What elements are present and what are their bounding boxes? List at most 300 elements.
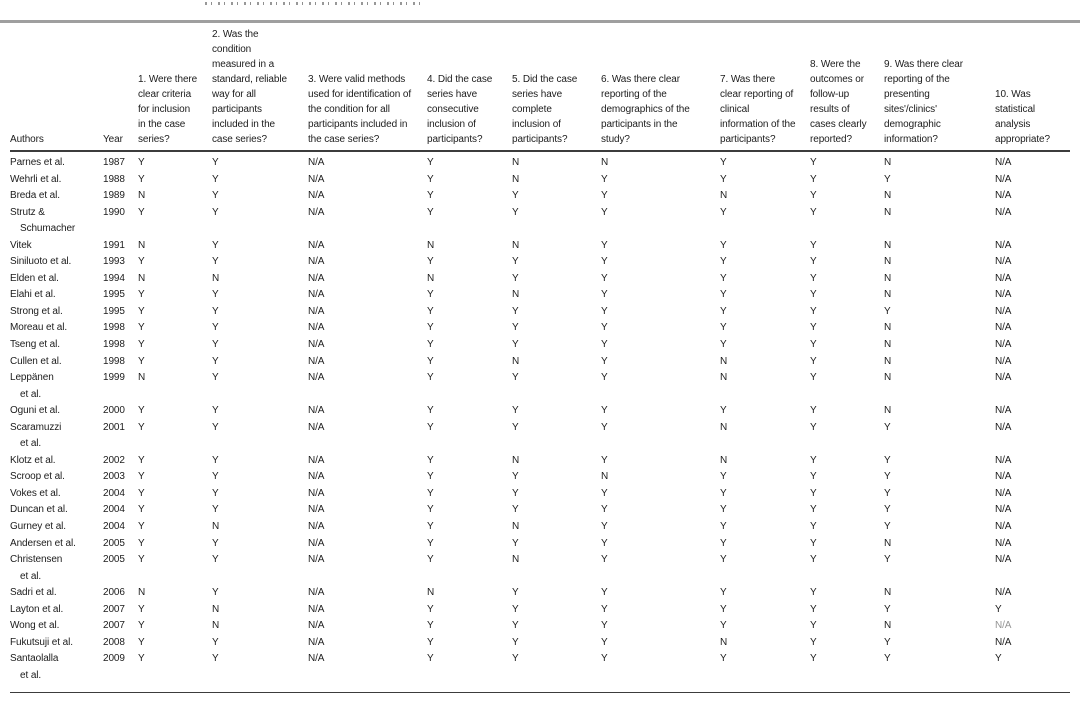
column-header-q8: 8. Were the outcomes or follow-up results of cases clearly reported?: [810, 59, 867, 145]
answer-cell-q2: N: [212, 620, 220, 632]
year-cell: 2006: [103, 587, 125, 599]
answer-cell-q5: Y: [512, 405, 519, 417]
answer-cell-q8: Y: [810, 537, 817, 549]
answer-cell-q7: Y: [720, 521, 727, 533]
answer-cell-q10: N/A: [995, 405, 1012, 417]
answer-cell-q4: Y: [427, 521, 434, 533]
answer-cell-q5: N: [512, 521, 520, 533]
answer-cell-q10: N/A: [995, 289, 1012, 301]
author-name: Moreau et al.: [10, 322, 68, 334]
table-row: [10, 420, 1070, 453]
answer-cell-q2: Y: [212, 372, 219, 384]
year-cell: 1999: [103, 372, 125, 384]
answer-cell-q6: Y: [601, 173, 608, 185]
author-cell: [10, 618, 103, 635]
answer-cell-q10: N/A: [995, 620, 1012, 632]
answer-cell-q4: Y: [427, 355, 434, 367]
author-name: Strong et al.: [10, 305, 63, 317]
author-name: Scaramuzzi: [10, 421, 62, 433]
table-row: [10, 238, 1070, 255]
column-header-q9: 9. Was there clear reporting of the presenting sites'/clinics' demographic information?: [884, 59, 963, 145]
answer-cell-q3: N/A: [308, 537, 325, 549]
table-row: [10, 486, 1070, 503]
answer-cell-q4: Y: [427, 305, 434, 317]
answer-cell-q1: Y: [138, 289, 145, 301]
answer-cell-q9: Y: [884, 305, 891, 317]
answer-cell-q9: N: [884, 620, 892, 632]
answer-cell-q4: Y: [427, 620, 434, 632]
answer-cell-q4: N: [427, 239, 435, 251]
answer-cell-q5: Y: [512, 322, 519, 334]
author-cell: [10, 370, 103, 403]
answer-cell-q7: N: [720, 355, 728, 367]
answer-cell-q7: Y: [720, 272, 727, 284]
table-row: [10, 287, 1070, 304]
answer-cell-q2: Y: [212, 504, 219, 516]
answer-cell-q4: Y: [427, 206, 434, 218]
answer-cell-q10: N/A: [995, 190, 1012, 202]
answer-cell-q4: Y: [427, 454, 434, 466]
answer-cell-q10: N/A: [995, 272, 1012, 284]
column-header-q7: 7. Was there clear reporting of clinical information of the participants?: [720, 74, 796, 145]
answer-cell-q3: N/A: [308, 272, 325, 284]
author-name-continuation: et al.: [20, 570, 42, 582]
answer-cell-q2: Y: [212, 636, 219, 648]
answer-cell-q2: N: [212, 603, 220, 615]
answer-cell-q2: Y: [212, 190, 219, 202]
answer-cell-q2: Y: [212, 421, 219, 433]
column-header-authors: Authors: [10, 134, 44, 145]
table-row: [10, 552, 1070, 585]
author-name: Vitek: [10, 239, 32, 251]
answer-cell-q3: N/A: [308, 256, 325, 268]
author-cell: [10, 188, 103, 205]
table-row: [10, 271, 1070, 288]
answer-cell-q8: Y: [810, 421, 817, 433]
answer-cell-q3: N/A: [308, 355, 325, 367]
answer-cell-q6: Y: [601, 305, 608, 317]
answer-cell-q8: Y: [810, 620, 817, 632]
table-row: [10, 354, 1070, 371]
answer-cell-q5: Y: [512, 339, 519, 351]
answer-cell-q3: N/A: [308, 190, 325, 202]
answer-cell-q7: Y: [720, 504, 727, 516]
answer-cell-q9: Y: [884, 471, 891, 483]
answer-cell-q10: N/A: [995, 487, 1012, 499]
answer-cell-q2: Y: [212, 256, 219, 268]
table-row: [10, 155, 1070, 172]
answer-cell-q6: Y: [601, 355, 608, 367]
answer-cell-q8: Y: [810, 206, 817, 218]
year-cell: 2007: [103, 620, 125, 632]
answer-cell-q10: N/A: [995, 454, 1012, 466]
author-name: Leppänen: [10, 372, 54, 384]
author-name: Cullen et al.: [10, 355, 62, 367]
author-name: Klotz et al.: [10, 454, 56, 466]
answer-cell-q9: N: [884, 206, 892, 218]
author-name: Vokes et al.: [10, 487, 61, 499]
author-name: Wehrli et al.: [10, 173, 62, 185]
answer-cell-q1: Y: [138, 521, 145, 533]
answer-cell-q7: Y: [720, 339, 727, 351]
year-cell: 2004: [103, 504, 125, 516]
author-name: Fukutsuji et al.: [10, 636, 73, 648]
answer-cell-q5: Y: [512, 206, 519, 218]
answer-cell-q1: Y: [138, 504, 145, 516]
answer-cell-q9: Y: [884, 421, 891, 433]
answer-cell-q7: N: [720, 636, 728, 648]
year-cell: 1998: [103, 355, 125, 367]
answer-cell-q5: Y: [512, 256, 519, 268]
answer-cell-q9: N: [884, 190, 892, 202]
author-name: Siniluoto et al.: [10, 256, 72, 268]
answer-cell-q1: Y: [138, 653, 145, 665]
answer-cell-q1: Y: [138, 305, 145, 317]
answer-cell-q7: Y: [720, 239, 727, 251]
table-row: [10, 172, 1070, 189]
answer-cell-q9: Y: [884, 603, 891, 615]
author-cell: [10, 155, 103, 172]
author-name: Layton et al.: [10, 603, 64, 615]
answer-cell-q10: N/A: [995, 157, 1012, 168]
answer-cell-q10: N/A: [995, 521, 1012, 533]
table-row: [10, 469, 1070, 486]
answer-cell-q4: Y: [427, 537, 434, 549]
answer-cell-q10: Y: [995, 653, 1002, 665]
answer-cell-q7: N: [720, 190, 728, 202]
answer-cell-q8: Y: [810, 239, 817, 251]
answer-cell-q6: Y: [601, 289, 608, 301]
answer-cell-q4: Y: [427, 372, 434, 384]
answer-cell-q1: Y: [138, 206, 145, 218]
answer-cell-q2: Y: [212, 289, 219, 301]
table-row: [10, 205, 1070, 238]
year-cell: 1998: [103, 322, 125, 334]
answer-cell-q3: N/A: [308, 554, 325, 566]
table-row: [10, 635, 1070, 652]
answer-cell-q6: Y: [601, 206, 608, 218]
answer-cell-q1: N: [138, 190, 146, 202]
answer-cell-q9: Y: [884, 554, 891, 566]
column-header-q10: 10. Was statistical analysis appropriate?: [995, 89, 1050, 145]
answer-cell-q6: Y: [601, 537, 608, 549]
answer-cell-q9: Y: [884, 487, 891, 499]
table-row: [10, 254, 1070, 271]
year-cell: 2002: [103, 454, 125, 466]
answer-cell-q9: N: [884, 355, 892, 367]
answer-cell-q3: N/A: [308, 322, 325, 334]
answer-cell-q7: Y: [720, 587, 727, 599]
answer-cell-q1: Y: [138, 421, 145, 433]
table-row: [10, 304, 1070, 321]
answer-cell-q7: Y: [720, 471, 727, 483]
answer-cell-q4: Y: [427, 339, 434, 351]
answer-cell-q8: Y: [810, 587, 817, 599]
author-cell: [10, 635, 103, 652]
author-name: Strutz &: [10, 206, 45, 218]
answer-cell-q5: Y: [512, 487, 519, 499]
author-cell: [10, 585, 103, 602]
answer-cell-q5: N: [512, 157, 520, 168]
table-header-row: [10, 24, 1070, 150]
answer-cell-q4: Y: [427, 256, 434, 268]
answer-cell-q10: N/A: [995, 554, 1012, 566]
answer-cell-q3: N/A: [308, 603, 325, 615]
answer-cell-q9: Y: [884, 636, 891, 648]
year-cell: 2007: [103, 603, 125, 615]
answer-cell-q8: Y: [810, 372, 817, 384]
table-row: [10, 618, 1070, 635]
answer-cell-q1: N: [138, 272, 146, 284]
author-cell: [10, 651, 103, 684]
answer-cell-q3: N/A: [308, 339, 325, 351]
answer-cell-q8: Y: [810, 339, 817, 351]
answer-cell-q1: Y: [138, 405, 145, 417]
answer-cell-q5: Y: [512, 471, 519, 483]
table-body: [10, 155, 1070, 685]
answer-cell-q10: Y: [995, 603, 1002, 615]
answer-cell-q8: Y: [810, 173, 817, 185]
clipped-caption-fragment: [205, 2, 425, 5]
table-row: [10, 403, 1070, 420]
answer-cell-q8: Y: [810, 256, 817, 268]
year-cell: 2001: [103, 421, 125, 433]
author-cell: [10, 337, 103, 354]
answer-cell-q2: Y: [212, 537, 219, 549]
answer-cell-q3: N/A: [308, 471, 325, 483]
quality-assessment-table: [0, 24, 1080, 693]
answer-cell-q9: N: [884, 587, 892, 599]
answer-cell-q4: Y: [427, 636, 434, 648]
author-cell: [10, 403, 103, 420]
author-cell: [10, 420, 103, 453]
author-name: Christensen: [10, 554, 63, 566]
answer-cell-q8: Y: [810, 289, 817, 301]
answer-cell-q4: Y: [427, 289, 434, 301]
column-header-q3: 3. Were valid methods used for identification of the condition for all participants included in the case series?: [308, 74, 412, 145]
answer-cell-q6: Y: [601, 554, 608, 566]
answer-cell-q5: N: [512, 355, 520, 367]
author-name: Gurney et al.: [10, 521, 66, 533]
year-cell: 1990: [103, 206, 125, 218]
year-cell: 2004: [103, 487, 125, 499]
year-cell: 1998: [103, 339, 125, 351]
year-cell: 1995: [103, 289, 125, 301]
answer-cell-q4: Y: [427, 157, 434, 168]
answer-cell-q4: N: [427, 272, 435, 284]
answer-cell-q1: Y: [138, 256, 145, 268]
author-name-continuation: et al.: [20, 438, 42, 450]
table-row: [10, 188, 1070, 205]
answer-cell-q9: N: [884, 239, 892, 251]
answer-cell-q6: Y: [601, 339, 608, 351]
answer-cell-q10: N/A: [995, 421, 1012, 433]
answer-cell-q8: Y: [810, 521, 817, 533]
answer-cell-q2: N: [212, 521, 220, 533]
answer-cell-q7: N: [720, 421, 728, 433]
answer-cell-q5: Y: [512, 272, 519, 284]
answer-cell-q9: N: [884, 157, 892, 168]
answer-cell-q7: Y: [720, 487, 727, 499]
answer-cell-q6: Y: [601, 272, 608, 284]
answer-cell-q4: Y: [427, 471, 434, 483]
answer-cell-q6: Y: [601, 405, 608, 417]
answer-cell-q9: Y: [884, 173, 891, 185]
answer-cell-q7: N: [720, 372, 728, 384]
answer-cell-q10: N/A: [995, 587, 1012, 599]
answer-cell-q6: Y: [601, 421, 608, 433]
answer-cell-q1: Y: [138, 322, 145, 334]
answer-cell-q2: N: [212, 272, 220, 284]
answer-cell-q2: Y: [212, 355, 219, 367]
author-name: Elden et al.: [10, 272, 59, 284]
answer-cell-q4: Y: [427, 487, 434, 499]
year-cell: 1994: [103, 272, 125, 284]
answer-cell-q2: Y: [212, 405, 219, 417]
answer-cell-q10: N/A: [995, 256, 1012, 268]
column-header-q6: 6. Was there clear reporting of the demographics of the participants in the study?: [601, 74, 690, 145]
answer-cell-q2: Y: [212, 339, 219, 351]
answer-cell-q7: Y: [720, 554, 727, 566]
answer-cell-q4: N: [427, 587, 435, 599]
answer-cell-q10: N/A: [995, 504, 1012, 516]
answer-cell-q7: Y: [720, 620, 727, 632]
author-cell: [10, 536, 103, 553]
answer-cell-q4: Y: [427, 653, 434, 665]
column-header-year: Year: [103, 134, 123, 145]
author-name: Tseng et al.: [10, 339, 60, 351]
author-name: Sadri et al.: [10, 587, 57, 599]
answer-cell-q8: Y: [810, 603, 817, 615]
answer-cell-q4: Y: [427, 405, 434, 417]
answer-cell-q3: N/A: [308, 372, 325, 384]
answer-cell-q7: Y: [720, 206, 727, 218]
answer-cell-q5: Y: [512, 603, 519, 615]
answer-cell-q8: Y: [810, 454, 817, 466]
author-name: Parnes et al.: [10, 157, 65, 168]
column-header-q4: 4. Did the case series have consecutive inclusion of participants?: [427, 74, 493, 145]
answer-cell-q4: Y: [427, 190, 434, 202]
answer-cell-q2: Y: [212, 305, 219, 317]
author-name-continuation: Schumacher: [20, 223, 76, 235]
answer-cell-q2: Y: [212, 487, 219, 499]
table-row: [10, 320, 1070, 337]
answer-cell-q5: N: [512, 173, 520, 185]
answer-cell-q3: N/A: [308, 421, 325, 433]
author-cell: [10, 238, 103, 255]
year-cell: 2004: [103, 521, 125, 533]
answer-cell-q9: Y: [884, 521, 891, 533]
answer-cell-q6: Y: [601, 454, 608, 466]
answer-cell-q2: Y: [212, 471, 219, 483]
answer-cell-q3: N/A: [308, 521, 325, 533]
answer-cell-q8: Y: [810, 322, 817, 334]
answer-cell-q6: Y: [601, 256, 608, 268]
answer-cell-q3: N/A: [308, 305, 325, 317]
answer-cell-q3: N/A: [308, 206, 325, 218]
answer-cell-q9: N: [884, 256, 892, 268]
table-row: [10, 585, 1070, 602]
answer-cell-q1: Y: [138, 603, 145, 615]
answer-cell-q9: Y: [884, 653, 891, 665]
table-row: [10, 502, 1070, 519]
author-name-continuation: et al.: [20, 388, 42, 400]
answer-cell-q2: Y: [212, 173, 219, 185]
year-cell: 2008: [103, 636, 125, 648]
answer-cell-q5: N: [512, 454, 520, 466]
year-cell: 2009: [103, 653, 125, 665]
author-name-continuation: et al.: [20, 669, 42, 681]
author-cell: [10, 172, 103, 189]
table-row: [10, 536, 1070, 553]
answer-cell-q5: Y: [512, 372, 519, 384]
answer-cell-q10: N/A: [995, 173, 1012, 185]
author-cell: [10, 254, 103, 271]
year-cell: 1987: [103, 157, 125, 168]
answer-cell-q7: Y: [720, 157, 727, 168]
answer-cell-q5: N: [512, 554, 520, 566]
answer-cell-q5: N: [512, 289, 520, 301]
answer-cell-q6: N: [601, 157, 609, 168]
year-cell: 2005: [103, 554, 125, 566]
answer-cell-q6: Y: [601, 239, 608, 251]
answer-cell-q7: Y: [720, 603, 727, 615]
author-name: Andersen et al.: [10, 537, 76, 549]
answer-cell-q2: Y: [212, 322, 219, 334]
author-name: Scroop et al.: [10, 471, 65, 483]
author-cell: [10, 354, 103, 371]
answer-cell-q1: N: [138, 372, 146, 384]
answer-cell-q5: Y: [512, 587, 519, 599]
answer-cell-q9: Y: [884, 454, 891, 466]
answer-cell-q5: N: [512, 239, 520, 251]
answer-cell-q6: Y: [601, 322, 608, 334]
answer-cell-q8: Y: [810, 157, 817, 168]
answer-cell-q9: N: [884, 405, 892, 417]
answer-cell-q10: N/A: [995, 372, 1012, 384]
author-name: Oguni et al.: [10, 405, 60, 417]
answer-cell-q6: Y: [601, 620, 608, 632]
answer-cell-q5: Y: [512, 653, 519, 665]
author-cell: [10, 519, 103, 536]
author-name: Elahi et al.: [10, 289, 56, 301]
answer-cell-q1: Y: [138, 620, 145, 632]
table-row: [10, 602, 1070, 619]
answer-cell-q10: N/A: [995, 537, 1012, 549]
answer-cell-q3: N/A: [308, 487, 325, 499]
answer-cell-q8: Y: [810, 487, 817, 499]
author-cell: [10, 320, 103, 337]
table-row: [10, 453, 1070, 470]
answer-cell-q3: N/A: [308, 504, 325, 516]
author-cell: [10, 552, 103, 585]
answer-cell-q8: Y: [810, 653, 817, 665]
answer-cell-q4: Y: [427, 421, 434, 433]
answer-cell-q7: Y: [720, 289, 727, 301]
answer-cell-q6: Y: [601, 190, 608, 202]
answer-cell-q6: Y: [601, 487, 608, 499]
table-top-rule: [0, 20, 1080, 23]
answer-cell-q3: N/A: [308, 636, 325, 648]
answer-cell-q4: Y: [427, 504, 434, 516]
answer-cell-q2: Y: [212, 157, 219, 168]
answer-cell-q2: Y: [212, 587, 219, 599]
answer-cell-q1: N: [138, 587, 146, 599]
answer-cell-q9: N: [884, 289, 892, 301]
answer-cell-q3: N/A: [308, 173, 325, 185]
answer-cell-q7: Y: [720, 256, 727, 268]
answer-cell-q1: Y: [138, 487, 145, 499]
